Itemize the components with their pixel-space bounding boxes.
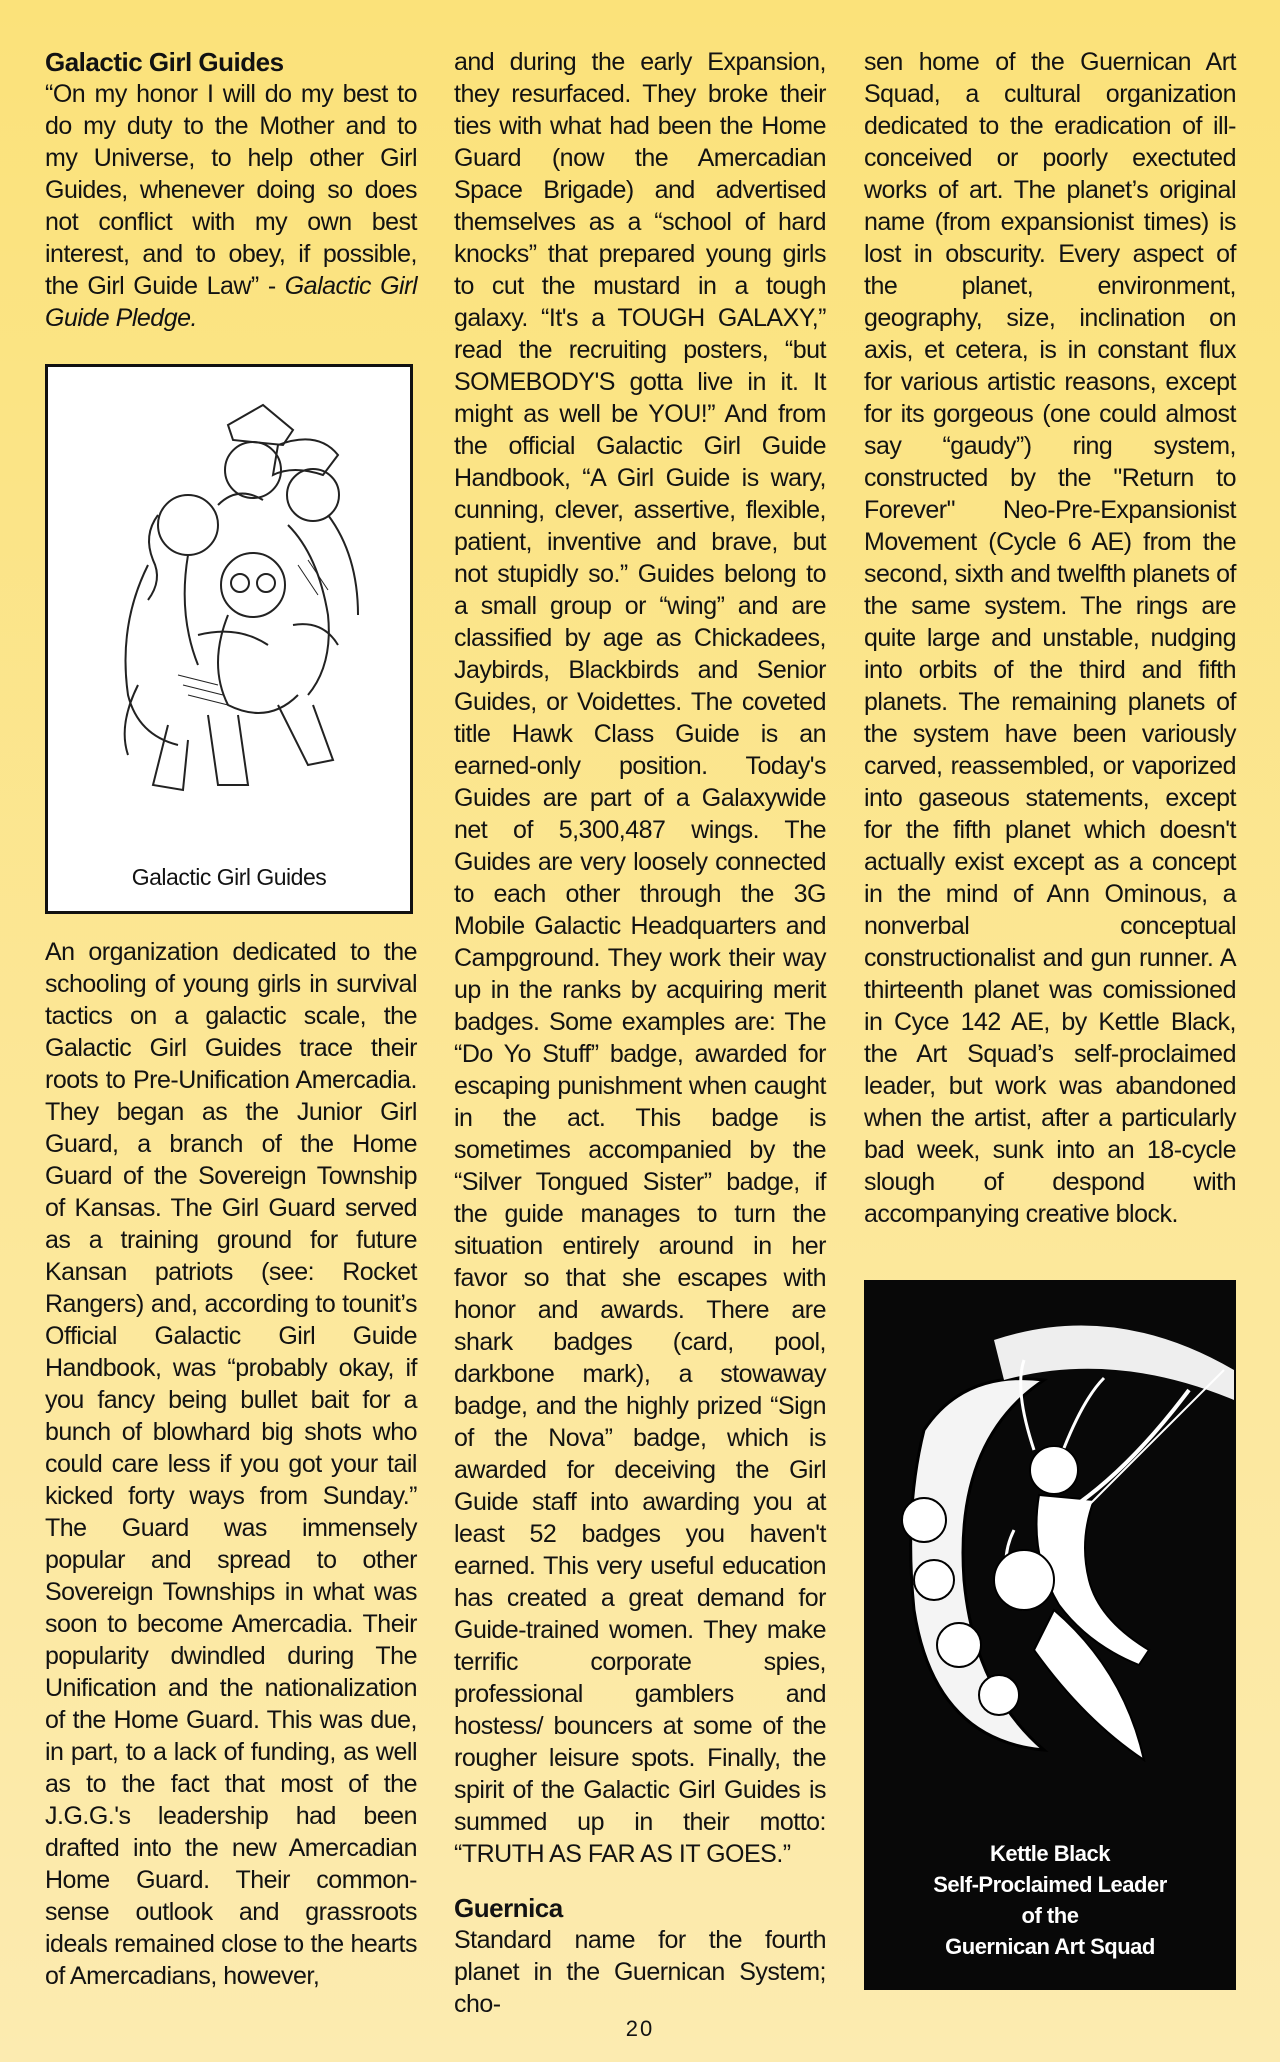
- section-heading-guernica: Guernica: [454, 1893, 563, 1923]
- column-3: [864, 46, 1236, 1990]
- page-number: 20: [625, 2016, 655, 2041]
- pledge-source: Galactic Girl Guide Pledge.: [45, 272, 417, 332]
- figure-caption-girl-guides: Galactic Girl Guides: [131, 864, 327, 890]
- caption-line-2: Self-Proclaimed Leader: [933, 1872, 1167, 1897]
- column-2: [454, 46, 826, 2020]
- girl-guides-body-col1: An organization dedicated to the schooling of young girls in survival tactics on a galactic scale, the Galactic Girl Guides trace their roots to Pre-Unification Amercadia. They began as the Junior Girl Guard, a branch of the Home Guard of the Sovereign Township of Kansas. The Girl Guard served as a training ground for future Kansan patriots (see: Rocket Rangers) and, according to tounit’s Official Galactic Girl Guide Handbook, was “probably okay, if you fancy being bullet bait for a bunch of blowhard big shots who could care less if you got your tail kicked forty ways from Sunday.” The Guard was immensely popular and spread to other Sovereign Townships in what was soon to become Amercadia. Their popularity dwindled during The Unification and the nationalization of the Home Guard. This was due, in part, to a lack of funding, as well as to the fact that most of the J.G.G.'s leadership had been drafted into the new Amercadian Home Guard. Their common-sense outlook and grassroots ideals remained close to the hearts of Amercadians, however,: [45, 938, 417, 1990]
- caption-line-4: Guernican Art Squad: [945, 1934, 1155, 1959]
- column-1: [45, 46, 417, 1992]
- pledge-text: “On my honor I will do my best to do my duty to the Mother and to my Universe, to help other Girl Guides, whenever doing so does not conflict with my own best interest, and to obey, if possible, the Girl Guide Law” -: [45, 80, 417, 300]
- caption-line-3: of the: [1021, 1903, 1079, 1928]
- kettle-black-illustration: [864, 1280, 1236, 1990]
- section-heading-galactic-girl-guides: Galactic Girl Guides: [45, 47, 284, 77]
- guernica-body-col3: sen home of the Guernican Art Squad, a cultural organization dedicated to the eradication of ill-conceived or poorly exectuted works of art. The planet’s original name (from expansionist times) is lost in obscurity. Every aspect of the planet, environment, geography, size, inclination on axis, et cetera, is in constant flux for various artistic reasons, except for its gorgeous (one could almost say “gaudy”) ring system, constructed by the "Return to Forever" Neo-Pre-Expansionist Movement (Cycle 6 AE) from the second, sixth and twelfth planets of the same system. The rings are quite large and unstable, nudging into orbits of the third and fifth planets. The remaining planets of the system have been variously carved, reassembled, or vaporized into gaseous statements, except for the fifth planet which doesn't actually exist except as a concept in the mind of Ann Ominous, a nonverbal conceptual constructionalist and gun runner. A thirteenth planet was comissioned in Cyce 142 AE, by Kettle Black, the Art Squad’s self-proclaimed leader, but work was abandoned when the artist, after a particularly bad week, sunk into an 18-cycle slough of despond with accompanying creative block.: [864, 48, 1236, 1228]
- pledge-paragraph: [45, 78, 417, 334]
- caption-line-1: Kettle Black: [990, 1841, 1110, 1866]
- girl-guides-drawing: [78, 385, 378, 825]
- girl-guides-body-col2: and during the early Expansion, they resurfaced. They broke their ties with what had been the Home Guard (now the Amercadian Space Brigade) and advertised themselves as a “school of hard knocks” that prepared young girls to cut the mustard in a tough galaxy. “It's a TOUGH GALAXY,” read the recruiting posters, “but SOMEBODY'S gotta live in it. It might as well be YOU!” And from the official Galactic Girl Guide Handbook, “A Girl Guide is wary, cunning, clever, assertive, flexible, patient, inventive and brave, but not stupidly so.” Guides belong to a small group or “wing” and are classified by age as Chickadees, Jaybirds, Blackbirds and Senior Guides, or Voidettes. The coveted title Hawk Class Guide is an earned-only position. Today's Guides are part of a Galaxywide net of 5,300,487 wings. The Guides are very loosely connected to each other through the 3G Mobile Galactic Headquarters and Campground. They work their way up in the ranks by acquiring merit badges. Some examples are: The “Do Yo Stuff” badge, awarded for escaping punishment when caught in the act. This badge is sometimes accompanied by the “Silver Tongued Sister” badge, if the guide manages to turn the situation entirely around in her favor so that she escapes with honor and awards. There are shark badges (card, pool, darkbone mark), a stowaway badge, and the highly prized “Sign of the Nova” badge, which is awarded for deceiving the Girl Guide staff into awarding you at least 52 badges you haven't earned. This very useful education has created a great demand for Guide-trained women. They make terrific corporate spies, professional gamblers and hostess/ bouncers at some of the rougher leisure spots. Finally, the spirit of the Galactic Girl Guides is summed up in their motto: “TRUTH AS FAR AS IT GOES.”: [454, 48, 826, 1868]
- figure-caption-kettle-black: [864, 1838, 1236, 1962]
- guernica-body-start: Standard name for the fourth planet in the Guernican System; cho-: [454, 1926, 826, 2018]
- girl-guides-illustration: [45, 364, 413, 914]
